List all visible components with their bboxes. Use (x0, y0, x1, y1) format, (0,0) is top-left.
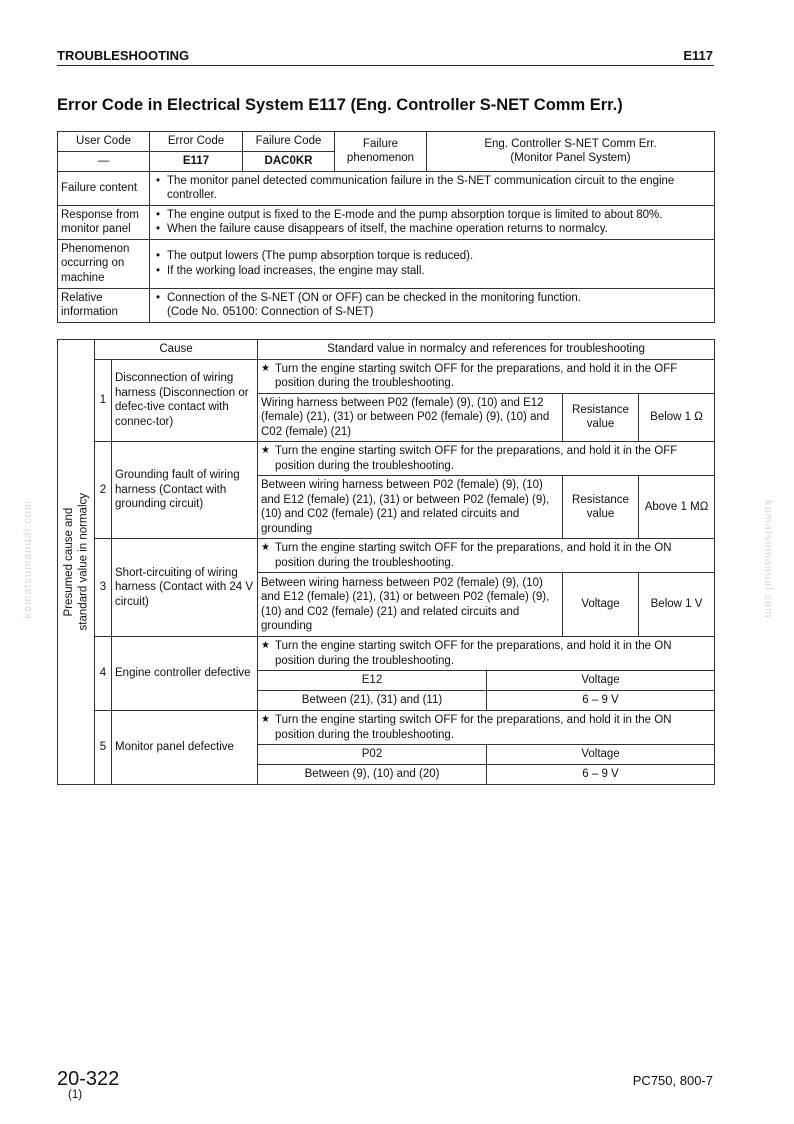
cause-number: 4 (95, 637, 112, 711)
failure-content-item: • The monitor panel detected communication failure in the S-NET communication circuit to the engine controller. (153, 174, 711, 203)
voltage-range: 6 – 9 V (487, 765, 715, 785)
error-code-value: E117 (150, 152, 243, 172)
pin-combination: Between (21), (31) and (11) (258, 691, 487, 711)
phenomenon-line-1: Eng. Controller S-NET Comm Err. (484, 137, 657, 150)
user-code-value: — (58, 152, 150, 172)
failure-phenomenon-value (427, 132, 715, 172)
star-note: ★ Turn the engine starting switch OFF for the preparations, and hold it in the ON position during the troubleshooting. (261, 639, 711, 668)
failure-content-value (150, 171, 715, 205)
standard-value-header: Standard value in normalcy and references for troubleshooting (258, 340, 715, 360)
failure-code-label: Failure Code (243, 132, 335, 152)
check-item: Resistance value (563, 393, 639, 442)
troubleshooting-note (258, 711, 715, 745)
star-note: ★ Turn the engine starting switch OFF for the preparations, and hold it in the ON position during the troubleshooting. (261, 713, 711, 742)
pin-combination: Between (9), (10) and (20) (258, 765, 487, 785)
star-note: ★ Turn the engine starting switch OFF for the preparations, and hold it in the OFF position during the troubleshooting. (261, 362, 711, 391)
phenomenon-item: • The output lowers (The pump absorption torque is reduced). (153, 249, 711, 264)
standard-value: Below 1 Ω (639, 393, 715, 442)
cause-number: 2 (95, 442, 112, 539)
cause-header: Cause (95, 340, 258, 360)
troubleshooting-note (258, 539, 715, 573)
standard-value: Below 1 V (639, 573, 715, 637)
presumed-cause-side-label (58, 340, 95, 785)
side-label-line-2: standard value in normalcy (77, 493, 89, 631)
cause-description: Monitor panel defective (112, 711, 258, 785)
relative-line-2: (Code No. 05100: Connection of S-NET) (167, 306, 374, 318)
header-code: E117 (683, 48, 713, 63)
cause-number: 3 (95, 539, 112, 637)
page-title: Error Code in Electrical System E117 (Eng. Controller S-NET Comm Err.) (57, 96, 623, 114)
cause-number: 1 (95, 359, 112, 442)
measurement-label: Voltage (487, 745, 715, 765)
cause-number: 5 (95, 711, 112, 785)
voltage-range: 6 – 9 V (487, 691, 715, 711)
relative-line-1: • Connection of the S-NET (ON or OFF) can be checked in the monitoring function. (167, 291, 581, 304)
check-item: Resistance value (563, 476, 639, 539)
response-label: Response from monitor panel (58, 205, 150, 239)
check-location: Between wiring harness between P02 (female) (9), (10) and E12 (female) (21), (31) or between P02 (female) (9), (10) and C02 (female) (21) and related circuits and grounding (258, 573, 563, 637)
cause-description: Short-circuiting of wiring harness (Contact with 24 V circuit) (112, 539, 258, 637)
failure-phenomenon-label: Failure phenomenon (335, 132, 427, 172)
cause-description: Disconnection of wiring harness (Disconnection or defec-tive contact with connec-tor) (112, 359, 258, 442)
header-rule (57, 65, 714, 66)
phenomenon-line-2: (Monitor Panel System) (510, 152, 631, 165)
revision-number: (1) (68, 1089, 83, 1101)
error-code-label: Error Code (150, 132, 243, 152)
model-number: PC750, 800-7 (632, 1073, 713, 1088)
user-code-label: User Code (58, 132, 150, 152)
response-item: • When the failure cause disappears of itself, the machine operation returns to normalcy. (153, 222, 711, 237)
cause-description: Grounding fault of wiring harness (Contact with grounding circuit) (112, 442, 258, 539)
check-location: Between wiring harness between P02 (female) (9), (10) and E12 (female) (21), (31) or between P02 (female) (9), (10) and C02 (female) (21) and related circuits and grounding (258, 476, 563, 539)
relative-info-value (150, 288, 715, 322)
star-note: ★ Turn the engine starting switch OFF for the preparations, and hold it in the ON position during the troubleshooting. (261, 541, 711, 570)
troubleshooting-note (258, 442, 715, 476)
relative-info-item (153, 291, 711, 320)
cause-description: Engine controller defective (112, 637, 258, 711)
response-value (150, 205, 715, 239)
causes-table (57, 339, 715, 785)
standard-value: Above 1 MΩ (639, 476, 715, 539)
phenomenon-occurring-label: Phenomenon occurring on machine (58, 239, 150, 288)
side-label-line-1: Presumed cause and (62, 507, 75, 617)
failure-content-label: Failure content (58, 171, 150, 205)
failure-code-value: DAC0KR (243, 152, 335, 172)
check-location: Wiring harness between P02 (female) (9), (10) and E12 (female) (21), (31) or between P02 (female) (9), (10) and C02 (female) (21) (258, 393, 563, 442)
phenomenon-item: • If the working load increases, the engine may stall. (153, 264, 711, 279)
phenomenon-occurring-value (150, 239, 715, 288)
watermark-right: komatsumanual.com (762, 500, 774, 619)
section-header: TROUBLESHOOTING (57, 48, 190, 63)
check-item: Voltage (563, 573, 639, 637)
response-item: • The engine output is fixed to the E-mode and the pump absorption torque is limited to about 80%. (153, 208, 711, 223)
star-note: ★ Turn the engine starting switch OFF for the preparations, and hold it in the OFF position during the troubleshooting. (261, 444, 711, 473)
measurement-label: Voltage (487, 671, 715, 691)
troubleshooting-note (258, 359, 715, 393)
connector-label: E12 (258, 671, 487, 691)
relative-info-label: Relative information (58, 288, 150, 322)
page-number: 20-322 (57, 1068, 120, 1090)
troubleshooting-note (258, 637, 715, 671)
connector-label: P02 (258, 745, 487, 765)
watermark-left: komatsumanual.com (22, 500, 34, 619)
summary-table (57, 131, 715, 323)
